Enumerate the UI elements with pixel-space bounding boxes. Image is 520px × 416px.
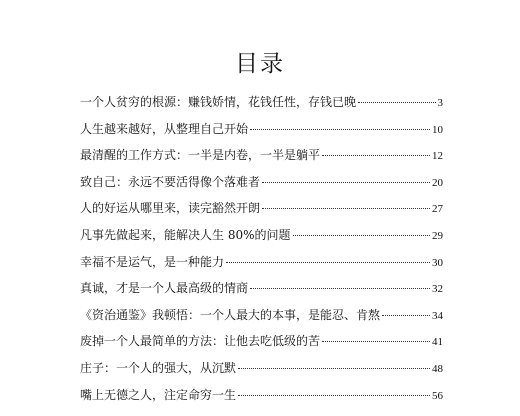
toc-entry[interactable] — [80, 385, 443, 412]
dot-leader — [358, 102, 435, 103]
toc-entry-title: 人生越来越好，从整理自己开始 — [80, 121, 249, 136]
dot-leader — [262, 208, 430, 209]
toc-entry-page: 56 — [432, 389, 443, 402]
toc-entry-page: 32 — [432, 283, 443, 296]
toc-entry-page: 34 — [432, 309, 443, 322]
dot-leader — [238, 368, 430, 369]
toc-entry-title: 废掉一个人最简单的方法：让他去吃低级的苦 — [80, 334, 321, 349]
toc-entry[interactable] — [80, 358, 443, 385]
toc-entry-title: 《资治通鉴》我顿悟：一个人最大的本事，是能忍、肯熬 — [80, 307, 381, 322]
toc-entry-page: 20 — [432, 176, 443, 189]
toc-entry-title: 人的好运从哪里来，读完豁然开朗 — [80, 201, 261, 216]
dot-leader — [226, 262, 430, 263]
toc-entry[interactable] — [80, 252, 443, 279]
toc-entry[interactable] — [80, 305, 443, 332]
toc-entry-title: 真诚，才是一个人最高级的情商 — [80, 281, 249, 296]
toc-entry-page: 48 — [432, 362, 443, 375]
dot-leader — [322, 341, 430, 342]
toc-entry-title: 幸福不是运气，是一种能力 — [80, 254, 225, 269]
toc-entry-title: 庄子：一个人的强大，从沉默 — [80, 360, 237, 375]
toc-entry[interactable] — [80, 225, 443, 252]
dot-leader — [250, 129, 430, 130]
page-title: 目录 — [235, 51, 285, 77]
dot-leader — [262, 182, 430, 183]
toc-entry[interactable] — [80, 119, 443, 146]
toc-entry[interactable] — [80, 331, 443, 358]
toc-entry-title: 致自己：永远不要活得像个落难者 — [80, 174, 261, 189]
toc-entry-page: 29 — [432, 229, 443, 242]
toc-entry[interactable] — [80, 198, 443, 225]
toc-entry[interactable] — [80, 145, 443, 172]
dot-leader — [382, 315, 430, 316]
dot-leader — [238, 395, 430, 396]
toc-entry-title: 最清醒的工作方式：一半是内卷，一半是躺平 — [80, 148, 321, 163]
toc-entry-page: 27 — [432, 203, 443, 216]
toc-entry-page: 3 — [437, 97, 443, 109]
toc-entry-title: 凡事先做起来，能解决人生 80%的问题 — [80, 227, 291, 242]
toc-entry[interactable] — [80, 92, 443, 119]
toc-entry-page: 10 — [432, 123, 443, 136]
toc-entry-page: 12 — [432, 150, 443, 163]
dot-leader — [250, 288, 430, 289]
table-of-contents — [80, 92, 443, 411]
dot-leader — [322, 155, 430, 156]
toc-entry-title: 嘴上无德之人，注定命穷一生 — [80, 387, 237, 402]
toc-entry[interactable] — [80, 172, 443, 199]
dot-leader — [293, 235, 431, 236]
toc-entry-page: 30 — [432, 256, 443, 269]
toc-entry-title: 一个人贫穷的根源：赚钱娇情，花钱任性，存钱已晚 — [80, 95, 357, 109]
toc-entry[interactable] — [80, 278, 443, 305]
toc-entry-page: 41 — [432, 336, 443, 349]
